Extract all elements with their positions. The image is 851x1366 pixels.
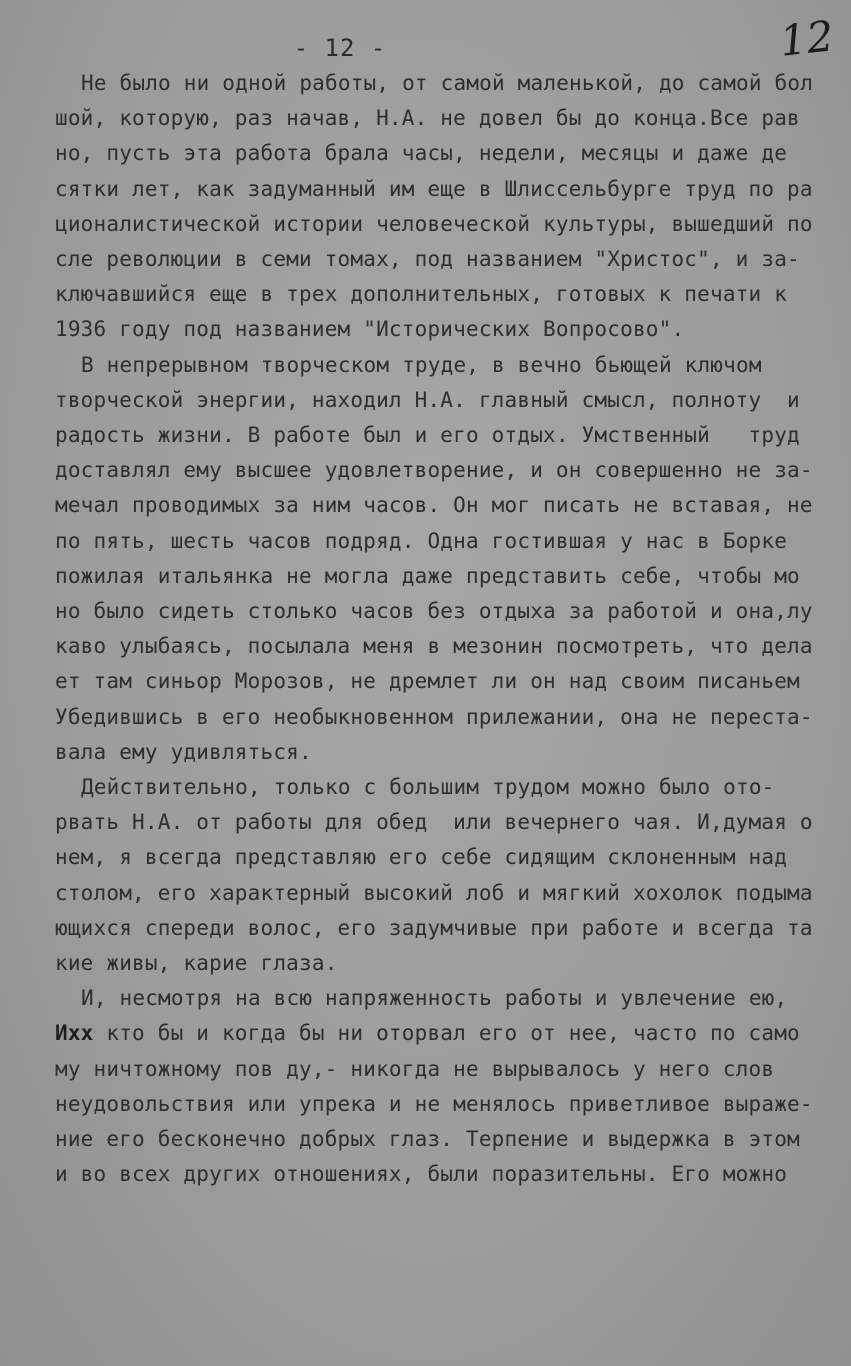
text-line: ющихся спереди волос, его задумчивые при работе и всегда та	[55, 915, 813, 940]
text-line: каво улыбаясь, посылала меня в мезонин посмотреть, что дела	[55, 634, 813, 659]
text-line: му ничтожному пов ду,- никогда не вырывалось у него слов	[55, 1056, 775, 1081]
text-line: пожилая итальянка не могла даже представить себе, чтобы мо	[55, 563, 800, 588]
text-line: и во всех других отношениях, были поразительны. Его можно	[55, 1162, 788, 1187]
text-line: но было сидеть столько часов без отдыха за работой и она,лу	[55, 599, 813, 624]
text-line: творческой энергии, находил Н.А. главный смысл, полноту и	[55, 387, 800, 412]
text-line: доставлял ему высшее удовлетворение, и он совершенно не за-	[55, 458, 813, 483]
text-line: ние его бесконечно добрых глаз. Терпение и выдержка в этом	[55, 1127, 800, 1152]
text-line: сле революции в семи томах, под названием "Христос", и за-	[55, 247, 800, 272]
page-number: - 12 -	[293, 34, 387, 62]
text-line: И, несмотря на всю напряженность работы и увлечение ею,	[81, 986, 788, 1011]
body-text	[55, 66, 825, 1193]
text-line: радость жизни. В работе был и его отдых. Умственный труд	[55, 423, 800, 448]
handwritten-folio-number: 12	[777, 11, 836, 66]
text-line: Не было ни одной работы, от самой маленькой, до самой бол	[81, 71, 814, 95]
text-line: неудовольствия или упрека и не менялось приветливое выраже-	[55, 1091, 813, 1116]
text-line: Действительно, только с большим трудом можно было ото-	[81, 775, 775, 800]
text-line-with-struck-text	[55, 1016, 825, 1051]
text-line: В непрерывном творческом труде, в вечно бьющей ключом	[81, 352, 762, 377]
text-line: нем, я всегда представляю его себе сидящим склоненным над	[55, 845, 788, 870]
text-line: шой, которую, раз начав, Н.А. не довел бы до конца.Все рав	[55, 106, 800, 131]
text-line: ет там синьор Морозов, не дремлет ли он над своим писаньем	[55, 669, 800, 694]
text-line: вала ему удивляться.	[55, 739, 312, 764]
text-line: но, пусть эта работа брала часы, недели, месяцы и даже де	[55, 141, 788, 166]
text-line: кие живы, карие глаза.	[55, 951, 338, 976]
text-line: рвать Н.А. от работы для обед или вечернего чая. И,думая о	[55, 810, 813, 835]
struck-text: Ихх	[55, 1021, 94, 1046]
text-line: столом, его характерный высокий лоб и мягкий хохолок подыма	[55, 880, 813, 905]
text-line: ключавшийся еще в трех дополнительных, готовых к печати к	[55, 282, 788, 307]
text-line: мечал проводимых за ним часов. Он мог писать не вставая, не	[55, 493, 813, 518]
text-line-rest: кто бы и когда бы ни оторвал его от нее, часто по само	[106, 1021, 800, 1046]
text-line: по пять, шесть часов подряд. Одна гостившая у нас в Борке	[55, 528, 788, 553]
text-line: сятки лет, как задуманный им еще в Шлиссельбурге труд по ра	[55, 176, 813, 201]
text-line: Убедившись в его необыкновенном прилежании, она не переста-	[55, 704, 813, 729]
text-line: 1936 году под названием "Исторических Вопросово".	[55, 317, 685, 342]
text-line: ционалистической истории человеческой культуры, вышедший по	[55, 211, 813, 236]
